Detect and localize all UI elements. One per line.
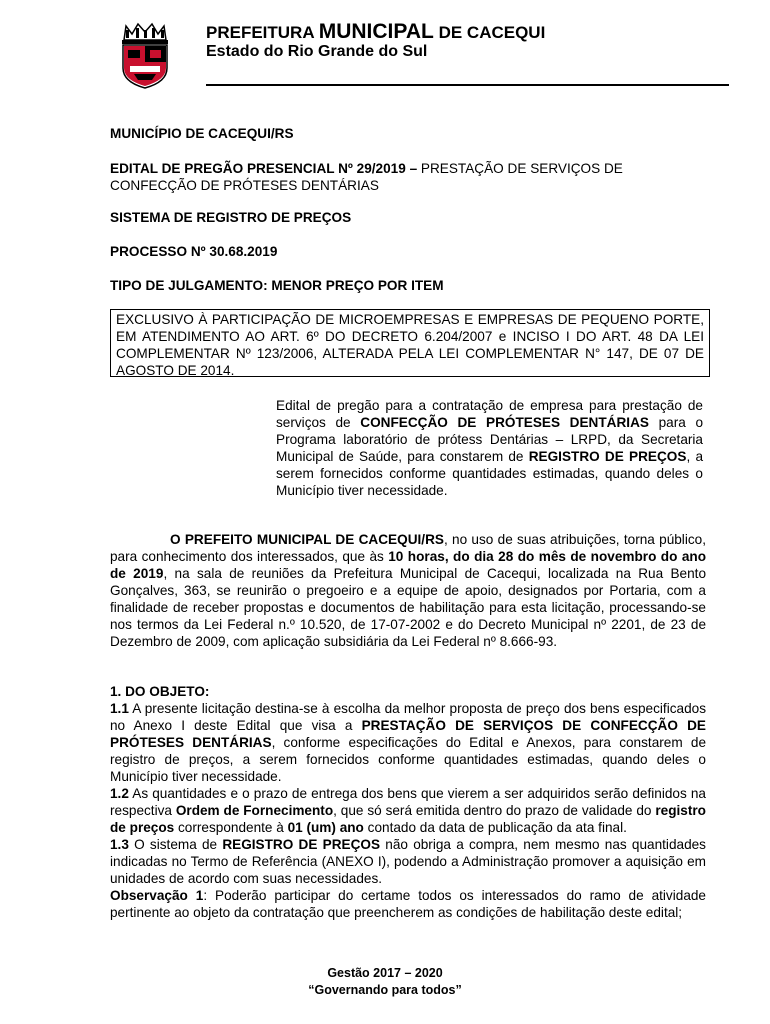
intro-paragraph: O PREFEITO MUNICIPAL DE CACEQUI/RS, no uso de suas atribuições, torna público, para conhecimento dos interessados, que às 10 horas, do dia 28 do mês de novembro do ano de 2019, na sala de reuniões da Prefeitura Municipal de Cacequi, localizada na Rua Bento Gonçalves, 363, se reunirão o pregoeiro e a equipe de apoio, designados por Portaria, com a finalidade de receber propostas e documentos de habilitação para esta licitação, processando-se nos termos da Lei Federal n.º 10.520, de 17-07-2002 e do Decreto Municipal nº 2201, de 23 de Dezembro de 2009, com aplicação subsidiária da Lei Federal nº 8.666-93. [110, 532, 707, 649]
edital-heading: EDITAL DE PREGÃO PRESENCIAL Nº 29/2019 – PRESTAÇÃO DE SERVIÇOS DE CONFECÇÃO DE PRÓTESES DENTÁRIAS [110, 161, 623, 193]
clause-1-2: 1.2 As quantidades e o prazo de entrega dos bens que vierem a ser adquiridos serão definidos na respectiva Ordem de Fornecimento, que só será emitida dentro do prazo de validade do registro de preços correspondente à 01 (um) ano contado da data de publicação da ata final. [110, 786, 706, 835]
header-divider [206, 84, 729, 86]
footer-gestao: Gestão 2017 – 2020 [327, 966, 443, 980]
objeto-section [110, 683, 706, 921]
footer-slogan: “Governando para todos” [308, 983, 462, 997]
header-subtitle: Estado do Rio Grande do Sul [206, 43, 428, 60]
observacao-1: Observação 1: Poderão participar do certame todos os interessados do ramo de atividade pertinente ao objeto da contratação que preencherem as condições de habilitação deste edital; [110, 888, 706, 920]
objeto-heading: 1. DO OBJETO: [110, 684, 210, 699]
exclusivity-notice-box: EXCLUSIVO À PARTICIPAÇÃO DE MICROEMPRESAS E EMPRESAS DE PEQUENO PORTE, EM ATENDIMENTO AO ART. 6º DO DECRETO 6.204/2007 e INCISO I DO ART. 48 DA LEI COMPLEMENTAR Nº 123/2006, ALTERADA PELA LEI COMPLEMENTAR N° 147, DE 07 DE AGOSTO DE 2014. [110, 309, 710, 377]
municipal-crest-icon [114, 22, 176, 90]
header-title: PREFEITURA MUNICIPAL DE CACEQUI [206, 20, 546, 43]
processo-heading: PROCESSO Nº 30.68.2019 [110, 244, 278, 259]
clause-1-3: 1.3 O sistema de REGISTRO DE PREÇOS não obriga a compra, nem mesmo nas quantidades indicadas no Termo de Referência (ANEXO I), podendo a Administração promover a aquisição em unidades de acordo com suas necessidades. [110, 837, 706, 886]
sistema-heading: SISTEMA DE REGISTRO DE PREÇOS [110, 210, 352, 225]
clause-1-1: 1.1 A presente licitação destina-se à escolha da melhor proposta de preço dos bens especificados no Anexo I deste Edital que visa a PRESTAÇÃO DE SERVIÇOS DE CONFECÇÃO DE PRÓTESES DENTÁRIAS, conforme especificações do Edital e Anexos, para constarem de registro de preços, a serem fornecidos conforme quantidades estimadas, quando deles o Município tiver necessidade. [110, 701, 707, 784]
edital-summary: Edital de pregão para a contratação de empresa para prestação de serviços de CONFECÇÃO DE PRÓTESES DENTÁRIAS para o Programa laboratório de prótess Dentárias – LRPD, da Secretaria Municipal de Saúde, para constarem de REGISTRO DE PREÇOS, a serem fornecidos conforme quantidades estimadas, quando deles o Município tiver necessidade. [276, 398, 704, 498]
tipo-julgamento-heading: TIPO DE JULGAMENTO: MENOR PREÇO POR ITEM [110, 278, 444, 293]
municipio-heading: MUNICÍPIO DE CACEQUI/RS [110, 126, 294, 141]
